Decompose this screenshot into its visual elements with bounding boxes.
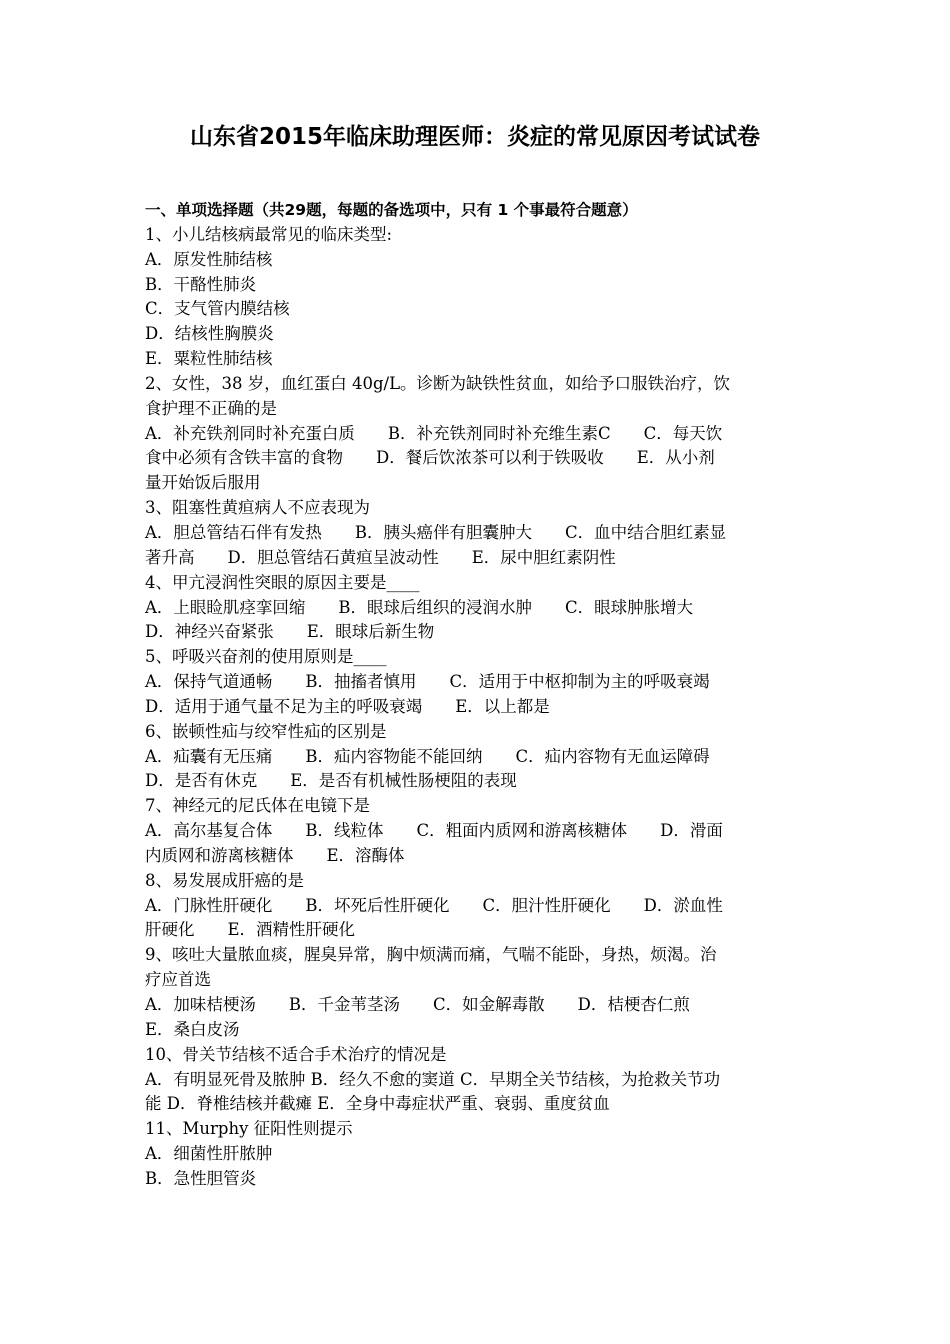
text-line: D．神经兴奋紧张 E．眼球后新生物 — [145, 622, 435, 642]
text-line: 11、Murphy 征阳性则提示 — [145, 1119, 353, 1139]
text-line: 5、呼吸兴奋剂的使用原则是____ — [145, 647, 387, 667]
text-line: E．桑白皮汤 — [145, 1019, 240, 1039]
text-line: A．有明显死骨及脓肿 B．经久不愈的窦道 C．早期全关节结核，为抢救关节功 — [145, 1069, 721, 1089]
text-line: 食护理不正确的是 — [145, 398, 277, 418]
text-line: 能 D．脊椎结核并截瘫 E．全身中毒症状严重、衰弱、重度贫血 — [145, 1094, 610, 1114]
text-line: 2、女性，38 岁，血红蛋白 40g/L。诊断为缺铁性贫血，如给予口服铁治疗，饮 — [145, 373, 731, 393]
text-line: D．结核性胸膜炎 — [145, 324, 274, 344]
text-line: 10、骨关节结核不适合手术治疗的情况是 — [145, 1044, 447, 1064]
text-line: 7、神经元的尼氏体在电镜下是 — [145, 796, 370, 816]
text-line: B．干酪性肺炎 — [145, 274, 257, 294]
text-line: 著升高 D．胆总管结石黄疸呈波动性 E．尿中胆红素阴性 — [145, 547, 616, 567]
document-title: 山东省2015年临床助理医师：炎症的常见原因考试试卷 — [189, 124, 760, 150]
text-line: A．细菌性肝脓肿 — [145, 1144, 273, 1164]
text-line: 内质网和游离核糖体 E．溶酶体 — [145, 845, 405, 865]
text-line: E．粟粒性肺结核 — [145, 349, 273, 369]
text-line: 4、甲亢浸润性突眼的原因主要是____ — [145, 572, 420, 592]
text-line: A．胆总管结石伴有发热 B．胰头癌伴有胆囊肿大 C．血中结合胆红素显 — [145, 522, 727, 542]
text-line: 6、嵌顿性疝与绞窄性疝的区别是 — [145, 721, 387, 741]
text-line: A．疝囊有无压痛 B．疝内容物能不能回纳 C．疝内容物有无血运障碍 — [145, 746, 710, 766]
text-line: 1、小儿结核病最常见的临床类型: — [145, 224, 393, 244]
document-body — [145, 198, 810, 1192]
text-line: A．保持气道通畅 B．抽搐者慎用 C．适用于中枢抑制为主的呼吸衰竭 — [145, 672, 710, 692]
text-line: D．适用于通气量不足为主的呼吸衰竭 E．以上都是 — [145, 696, 550, 716]
text-line: 肝硬化 E．酒精性肝硬化 — [145, 920, 356, 940]
text-line: 食中必须有含铁丰富的食物 D．餐后饮浓茶可以利于铁吸收 E．从小剂 — [145, 448, 715, 468]
text-line: A．补充铁剂同时补充蛋白质 B．补充铁剂同时补充维生素C C．每天饮 — [145, 423, 723, 443]
text-line: 量开始饭后服用 — [145, 473, 261, 493]
text-line: B．急性胆管炎 — [145, 1168, 257, 1188]
text-line: 3、阻塞性黄疸病人不应表现为 — [145, 498, 370, 518]
text-line: 8、易发展成肝癌的是 — [145, 870, 304, 890]
text-line: 疗应首选 — [145, 970, 211, 990]
text-line: D．是否有休克 E．是否有机械性肠梗阻的表现 — [145, 771, 517, 791]
section-heading: 一、单项选择题（共29题，每题的备选项中，只有 1 个事最符合题意） — [145, 201, 638, 219]
text-line: A．门脉性肝硬化 B．坏死后性肝硬化 C．胆汁性肝硬化 D．淤血性 — [145, 895, 723, 915]
text-line: A．原发性肺结核 — [145, 249, 273, 269]
text-line: 9、咳吐大量脓血痰，腥臭异常，胸中烦满而痛，气喘不能卧，身热，烦渴。治 — [145, 945, 717, 965]
text-line: A．高尔基复合体 B．线粒体 C．粗面内质网和游离核糖体 D．滑面 — [145, 821, 723, 841]
text-line: A．上眼睑肌痉挛回缩 B．眼球后组织的浸润水肿 C．眼球肿胀增大 — [145, 597, 694, 617]
text-line: A．加味桔梗汤 B．千金苇茎汤 C．如金解毒散 D．桔梗杏仁煎 — [145, 995, 690, 1014]
text-line: C．支气管内膜结核 — [145, 299, 290, 319]
